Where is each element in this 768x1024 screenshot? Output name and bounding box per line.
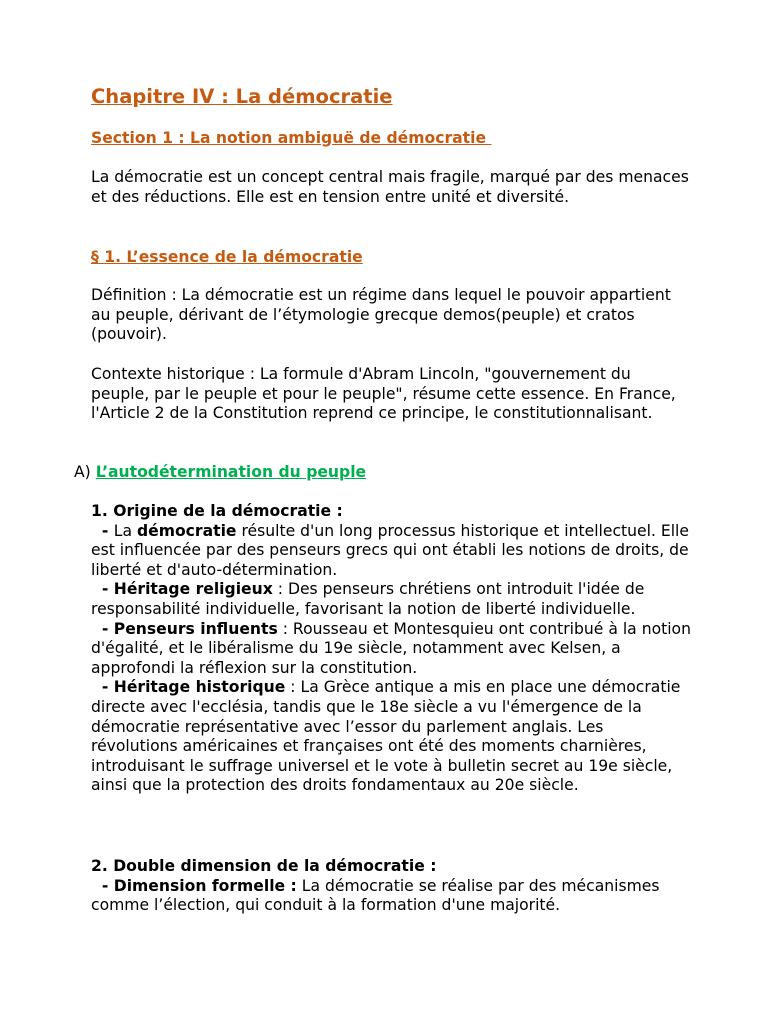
section-title: Section 1 : La notion ambiguë de démocratie xyxy=(91,129,492,147)
list-item-term: Dimension formelle : xyxy=(113,876,297,895)
list-item-term: Héritage historique xyxy=(113,678,286,697)
list-item xyxy=(91,877,691,916)
context-paragraph: Contexte historique : La formule d'Abram Lincoln, "gouvernement du peuple, par le peuple et pour le peuple", résume cette essence. En France, l'Article 2 de la Constitution reprend ce principe, le constitutionnalisant. xyxy=(91,365,676,423)
list-item-prefix: La xyxy=(113,521,137,540)
list-dash: - xyxy=(91,619,114,638)
list-item-text: résulte d'un long processus historique et intellectuel. Elle est influencée par des penseurs grecs qui ont établi les notions de droits, de liberté et d'auto-détermination. xyxy=(91,521,689,579)
list-item-text: : Des penseurs chrétiens ont introduit l'idée de responsabilité individuelle, favorisant la notion de liberté individuelle. xyxy=(91,580,645,618)
list-item-term: Héritage religieux xyxy=(113,580,273,599)
chapter-title: Chapitre IV : La démocratie xyxy=(91,85,393,108)
subsection-letter: A) xyxy=(74,463,96,481)
list-item-term: Penseurs influents xyxy=(113,619,278,638)
list-dash: - xyxy=(91,876,114,895)
subsection-title: L’autodétermination du peuple xyxy=(95,463,367,481)
list-item-term: démocratie xyxy=(136,521,237,540)
list-dash: - xyxy=(91,521,114,540)
list-item xyxy=(91,678,691,796)
list-item xyxy=(91,580,691,619)
list-dash: - xyxy=(91,678,114,697)
list-item-text: : La Grèce antique a mis en place une démocratie directe avec l'ecclésia, tandis que le 18e siècle a vu l'émergence de la démocratie représentative avec l’essor du parlement anglais. Les révolutions américaines et françaises ont été des moments charnières, introduisant le suffrage universel et le vote à bulletin secret au 19e siècle, ainsi que la protection des droits fondamentaux au 20e siècle. xyxy=(91,678,681,795)
list-item-text: : Rousseau et Montesquieu ont contribué à la notion d'égalité, et le libéralisme du 19e siècle, notamment avec Kelsen, a approfondi la réflexion sur la constitution. xyxy=(91,619,691,677)
definition-paragraph: Définition : La démocratie est un régime dans lequel le pouvoir appartient au peuple, dérivant de l’étymologie grecque demos(peuple) et cratos (pouvoir). xyxy=(91,286,671,344)
list-item xyxy=(91,522,691,581)
list-item-text: La démocratie se réalise par des mécanismes comme l’élection, qui conduit à la formation d'une majorité. xyxy=(91,876,660,915)
list-item xyxy=(91,620,691,679)
dimension-heading: 2. Double dimension de la démocratie : xyxy=(91,857,437,875)
dimension-section xyxy=(91,857,691,916)
origin-section xyxy=(91,502,691,796)
list-dash: - xyxy=(91,580,114,599)
origin-heading: 1. Origine de la démocratie : xyxy=(91,502,343,520)
paragraph-title: § 1. L’essence de la démocratie xyxy=(91,248,363,266)
subsection-heading xyxy=(74,462,366,482)
intro-paragraph: La démocratie est un concept central mais fragile, marqué par des menaces et des réductions. Elle est en tension entre unité et diversité. xyxy=(91,168,689,206)
